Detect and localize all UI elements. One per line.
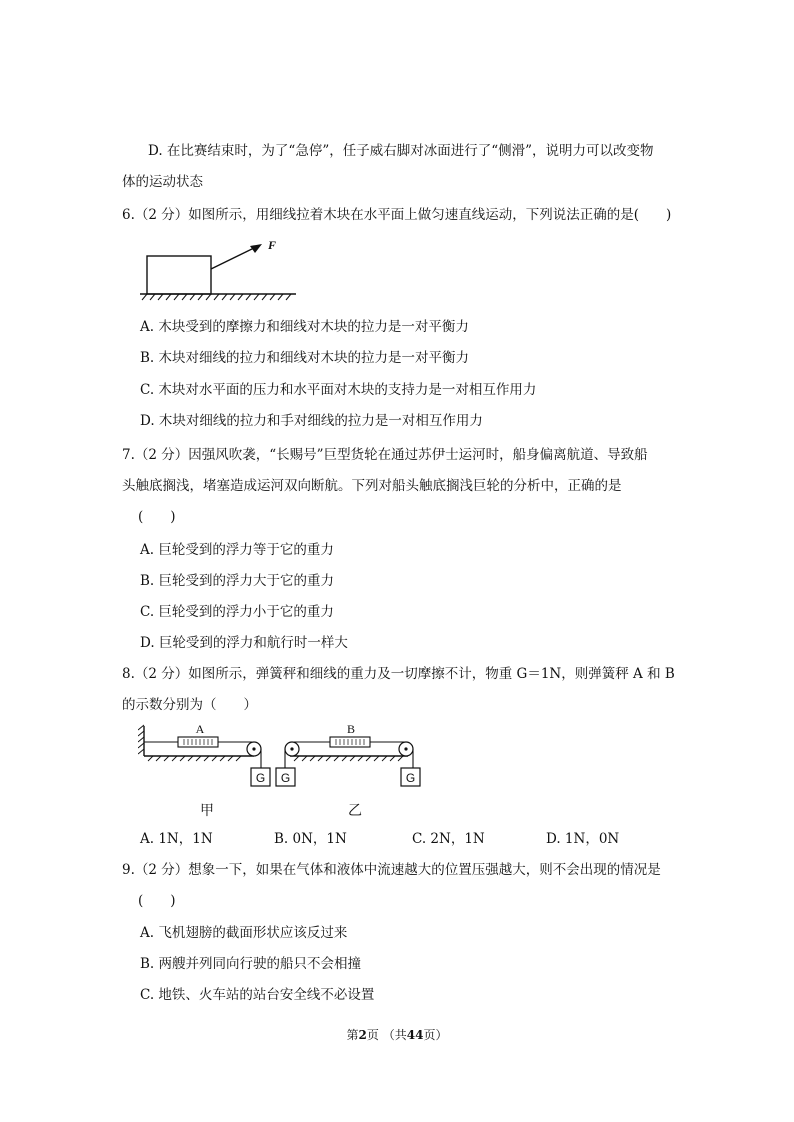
- q8-spring-scale-figure: [138, 720, 438, 790]
- weight-label-left: G: [255, 771, 266, 785]
- force-label: F: [268, 238, 277, 252]
- q6-option-d: D. 木块对细线的拉力和手对细线的拉力是一对相互作用力: [140, 413, 483, 429]
- q7-option-d: D. 巨轮受到的浮力和航行时一样大: [140, 635, 348, 651]
- q7-stem-line3: ( ): [138, 509, 176, 525]
- footer-suffix: 页）: [423, 1028, 448, 1042]
- q8-stem-line2: 的示数分别为（ ）: [122, 697, 257, 713]
- q5-option-d-line2: 体的运动状态: [122, 174, 203, 190]
- footer-middle: 页 （共: [366, 1028, 407, 1042]
- q8-option-d: D. 1N，0N: [546, 831, 620, 847]
- force-arrow: [211, 247, 256, 269]
- q8-option-b: B. 0N，1N: [274, 831, 347, 847]
- q6-block-figure: [138, 236, 300, 302]
- caption-jia: 甲: [200, 803, 214, 819]
- scale-b-label: B: [346, 722, 356, 736]
- wooden-block: [147, 256, 211, 294]
- setup-right: [276, 722, 420, 786]
- q7-option-b: B. 巨轮受到的浮力大于它的重力: [140, 573, 335, 589]
- q9-option-b: B. 两艘并列同向行驶的船只不会相撞: [140, 956, 362, 972]
- q9-stem-line2: ( ): [138, 893, 176, 909]
- q8-option-a: A. 1N，1N: [140, 831, 213, 847]
- q9-option-a: A. 飞机翅膀的截面形状应该反过来: [140, 925, 348, 941]
- q5-option-d-line1: D. 在比赛结束时，为了“急停”，任子威右脚对冰面进行了“侧滑”，说明力可以改变物: [148, 143, 654, 159]
- scale-a-label: A: [195, 722, 205, 736]
- caption-yi: 乙: [348, 803, 362, 819]
- q9-stem-line1: 9.（2 分）想象一下，如果在气体和液体中流速越大的位置压强越大，则不会出现的情况是: [122, 862, 661, 878]
- footer-total-pages: 44: [406, 1028, 424, 1042]
- q7-option-c: C. 巨轮受到的浮力小于它的重力: [140, 604, 334, 620]
- q8-option-c: C. 2N，1N: [412, 831, 485, 847]
- setup-left: [138, 722, 270, 786]
- q6-option-a: A. 木块受到的摩擦力和细线对木块的拉力是一对平衡力: [140, 319, 469, 335]
- footer-prefix: 第: [346, 1028, 359, 1042]
- weight-label-right-b: G: [405, 771, 416, 785]
- q7-option-a: A. 巨轮受到的浮力等于它的重力: [140, 542, 334, 558]
- q8-stem-line1: 8.（2 分）如图所示，弹簧秤和细线的重力及一切摩擦不计，物重 G＝1N，则弹簧秤 A 和 B: [122, 666, 675, 682]
- page-footer: [0, 1026, 794, 1043]
- footer-page-number: 2: [358, 1028, 367, 1042]
- q9-option-c: C. 地铁、火车站的站台安全线不必设置: [140, 987, 375, 1003]
- q6-stem: 6.（2 分）如图所示，用细线拉着木块在水平面上做匀速直线运动，下列说法正确的是( ): [122, 207, 672, 223]
- q6-option-b: B. 木块对细线的拉力和细线对木块的拉力是一对平衡力: [140, 350, 470, 366]
- q7-stem-line1: 7.（2 分）因强风吹袭，“长赐号”巨型货轮在通过苏伊士运河时，船身偏离航道、导致船: [122, 447, 648, 463]
- q6-option-c: C. 木块对水平面的压力和水平面对木块的支持力是一对相互作用力: [140, 382, 537, 398]
- q7-stem-line2: 头触底搁浅，堵塞造成运河双向断航。下列对船头触底搁浅巨轮的分析中，正确的是: [122, 478, 622, 494]
- weight-label-right-a: G: [280, 771, 291, 785]
